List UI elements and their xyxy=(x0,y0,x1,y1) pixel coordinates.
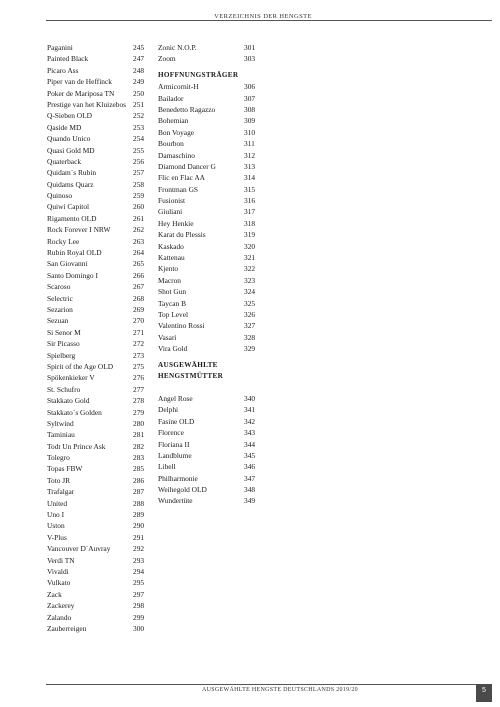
entry-name: Trafalgar xyxy=(47,487,75,497)
entry-name: Damaschino xyxy=(158,150,195,160)
index-entry xyxy=(47,145,147,156)
section-heading-hoffnungstraeger: HOFFNUNGSTRÄGER xyxy=(158,70,239,79)
entry-page-number: 290 xyxy=(133,521,145,531)
entry-page-number: 327 xyxy=(244,321,256,331)
entry-name: Landblume xyxy=(158,450,192,460)
entry-name: Si Senor M xyxy=(47,327,81,337)
index-entry xyxy=(158,275,258,286)
entry-name: Tolegro xyxy=(47,453,70,463)
entry-name: Quidam´s Rubin xyxy=(47,168,97,178)
entry-name: Top Level xyxy=(158,309,189,319)
entry-page-number: 273 xyxy=(133,350,145,360)
index-entry xyxy=(158,439,258,450)
entry-name: Topas FBW xyxy=(47,464,83,474)
entry-name: Giuliani xyxy=(158,207,183,217)
index-entry xyxy=(158,393,258,404)
entry-name: Qaside MD xyxy=(47,122,82,132)
entry-page-number: 261 xyxy=(133,213,145,223)
entry-page-number: 344 xyxy=(244,439,256,449)
entry-page-number: 293 xyxy=(133,555,145,565)
entry-page-number: 275 xyxy=(133,361,145,371)
entry-name: Stakkato´s Golden xyxy=(47,407,102,417)
index-entry xyxy=(47,190,147,201)
entry-name: Zonic N.O.P. xyxy=(158,43,197,52)
index-entry xyxy=(47,258,147,269)
entry-name: Hey Henkie xyxy=(158,218,194,228)
entry-name: Sezuan xyxy=(47,316,69,326)
index-entry xyxy=(158,184,258,195)
entry-name: Picaro Ass xyxy=(47,65,79,75)
entry-name: Bon Voyage xyxy=(158,127,195,137)
entry-name: Todt Un Prince Ask xyxy=(47,441,106,451)
entry-name: Zack xyxy=(47,589,62,599)
index-entry xyxy=(47,76,147,87)
entry-page-number: 289 xyxy=(133,510,145,520)
entry-name: Syltwind xyxy=(47,418,74,428)
index-entry xyxy=(158,241,258,252)
entry-name: Karat du Plessis xyxy=(158,230,206,240)
entry-name: Prestige van het Kluizebos xyxy=(47,99,127,109)
index-entry xyxy=(47,53,147,64)
index-entry xyxy=(47,133,147,144)
index-entry xyxy=(47,589,147,600)
index-entry xyxy=(158,473,258,484)
entry-name: Macron xyxy=(158,275,181,285)
index-entry xyxy=(47,167,147,178)
entry-page-number: 248 xyxy=(133,65,145,75)
entry-page-number: 320 xyxy=(244,241,256,251)
entry-page-number: 249 xyxy=(133,77,145,87)
entry-name: Shot Gun xyxy=(158,287,187,297)
entry-page-number: 283 xyxy=(133,453,145,463)
index-entry xyxy=(47,498,147,509)
entry-page-number: 271 xyxy=(133,327,145,337)
entry-page-number: 319 xyxy=(244,230,256,240)
entry-page-number: 250 xyxy=(133,88,145,98)
entry-name: Quinoso xyxy=(47,191,73,201)
entry-page-number: 278 xyxy=(133,396,145,406)
hoffnungstraeger-list xyxy=(158,81,258,354)
entry-name: Vivaldi xyxy=(47,566,69,576)
entry-page-number: 313 xyxy=(244,161,256,171)
entry-name: Flic en Flac AA xyxy=(158,173,206,183)
entry-name: Bohemian xyxy=(158,116,189,126)
entry-name: Florence xyxy=(158,428,184,438)
index-entry xyxy=(47,520,147,531)
entry-page-number: 323 xyxy=(244,275,256,285)
entry-page-number: 295 xyxy=(133,578,145,588)
entry-name: Uston xyxy=(47,521,65,531)
entry-name: Zoom xyxy=(158,54,176,64)
entry-name: Quiwi Capitol xyxy=(47,202,90,212)
index-entry xyxy=(47,201,147,212)
entry-name: Uno I xyxy=(47,510,65,520)
index-entry xyxy=(47,623,147,634)
index-entry xyxy=(158,309,258,320)
index-entry xyxy=(47,270,147,281)
section-heading-hengstmuetter-line2: HENGSTMÜTTER xyxy=(158,371,224,380)
entry-page-number: 259 xyxy=(133,191,145,201)
entry-name: Fusionist xyxy=(158,196,186,206)
entry-page-number: 342 xyxy=(244,416,256,426)
entry-page-number: 245 xyxy=(133,43,145,52)
entry-name: Delphi xyxy=(158,405,179,415)
entry-page-number: 288 xyxy=(133,498,145,508)
entry-page-number: 329 xyxy=(244,344,256,354)
entry-name: Taycan B xyxy=(158,298,187,308)
entry-page-number: 316 xyxy=(244,196,256,206)
entry-page-number: 251 xyxy=(133,99,145,109)
entry-name: Stakkato Gold xyxy=(47,396,90,406)
index-entry xyxy=(47,486,147,497)
entry-page-number: 291 xyxy=(133,532,145,542)
entry-name: Zalando xyxy=(47,612,72,622)
index-entry xyxy=(47,418,147,429)
entry-page-number: 252 xyxy=(133,111,145,121)
entry-name: Painted Black xyxy=(47,54,89,64)
entry-page-number: 303 xyxy=(244,54,256,64)
header-rule xyxy=(46,20,492,21)
entry-page-number: 308 xyxy=(244,104,256,114)
entry-name: Bailador xyxy=(158,93,184,103)
entry-page-number: 263 xyxy=(133,236,145,246)
index-entry xyxy=(47,361,147,372)
index-entry xyxy=(47,224,147,235)
entry-name: Kaskado xyxy=(158,241,184,251)
entry-name: Philharmonie xyxy=(158,473,198,483)
index-entry xyxy=(158,81,258,92)
index-entry xyxy=(158,343,258,354)
index-entry xyxy=(47,338,147,349)
entry-page-number: 254 xyxy=(133,134,145,144)
entry-name: Frontman GS xyxy=(158,184,199,194)
entry-page-number: 341 xyxy=(244,405,256,415)
entry-page-number: 297 xyxy=(133,589,145,599)
entry-page-number: 270 xyxy=(133,316,145,326)
entry-name: Vulkato xyxy=(47,578,71,588)
entry-name: Weihegold OLD xyxy=(158,485,207,495)
entry-page-number: 260 xyxy=(133,202,145,212)
entry-name: Floriana II xyxy=(158,439,190,449)
entry-page-number: 292 xyxy=(133,544,145,554)
index-entry xyxy=(47,372,147,383)
page-number-badge xyxy=(476,684,492,702)
entry-name: Libell xyxy=(158,462,176,472)
index-entry xyxy=(47,213,147,224)
index-entry xyxy=(158,150,258,161)
index-entry xyxy=(47,395,147,406)
entry-name: Kjento xyxy=(158,264,179,274)
entry-page-number: 266 xyxy=(133,270,145,280)
entry-name: Armicornit-H xyxy=(158,82,199,92)
entry-name: Vira Gold xyxy=(158,344,188,354)
index-entry xyxy=(158,206,258,217)
entry-page-number: 269 xyxy=(133,304,145,314)
entry-page-number: 262 xyxy=(133,225,145,235)
index-entry xyxy=(47,600,147,611)
section-heading-hengstmuetter-line1: AUSGEWÄHLTE xyxy=(158,360,218,369)
entry-name: Zackerey xyxy=(47,601,75,611)
header-title: VERZEICHNIS DER HENGSTE xyxy=(200,13,326,20)
index-entry xyxy=(47,532,147,543)
entry-name: Santo Domingo I xyxy=(47,270,98,280)
entry-name: Quidams Quarz xyxy=(47,179,94,189)
index-entry xyxy=(158,93,258,104)
index-entry xyxy=(47,612,147,623)
entry-page-number: 306 xyxy=(244,82,256,92)
entry-page-number: 318 xyxy=(244,218,256,228)
index-entry xyxy=(158,218,258,229)
right-column xyxy=(158,42,258,507)
index-entry xyxy=(47,441,147,452)
entry-page-number: 287 xyxy=(133,487,145,497)
index-entry xyxy=(158,450,258,461)
index-entry xyxy=(47,475,147,486)
page-number: 5 xyxy=(482,687,486,694)
index-entry xyxy=(158,298,258,309)
entry-name: Valentino Rossi xyxy=(158,321,205,331)
entry-name: Vancouver D´Auvray xyxy=(47,544,111,554)
entry-page-number: 317 xyxy=(244,207,256,217)
index-entry xyxy=(47,99,147,110)
index-entry xyxy=(158,320,258,331)
entry-name: Rock Forever I NRW xyxy=(47,225,111,235)
entry-page-number: 285 xyxy=(133,464,145,474)
entry-name: Spirit of the Age OLD xyxy=(47,361,114,371)
index-entry xyxy=(47,509,147,520)
index-entry xyxy=(158,461,258,472)
index-entry xyxy=(158,286,258,297)
entry-name: Poker de Mariposa TN xyxy=(47,88,115,98)
entry-name: Zauberreigen xyxy=(47,623,87,633)
index-entry xyxy=(158,263,258,274)
index-entry xyxy=(158,195,258,206)
entry-page-number: 281 xyxy=(133,430,145,440)
entry-page-number: 312 xyxy=(244,150,256,160)
entry-page-number: 347 xyxy=(244,473,256,483)
entry-page-number: 247 xyxy=(133,54,145,64)
index-entry xyxy=(47,304,147,315)
index-entry xyxy=(47,566,147,577)
index-entry xyxy=(47,543,147,554)
index-entry xyxy=(158,416,258,427)
entry-name: Toto JR xyxy=(47,475,71,485)
entry-page-number: 346 xyxy=(244,462,256,472)
entry-page-number: 279 xyxy=(133,407,145,417)
entry-name: Vasari xyxy=(158,332,177,342)
entry-name: Paganini xyxy=(47,43,73,52)
entry-name: Rigamento OLD xyxy=(47,213,97,223)
entry-page-number: 256 xyxy=(133,156,145,166)
index-entry xyxy=(158,332,258,343)
entry-page-number: 322 xyxy=(244,264,256,274)
entry-page-number: 328 xyxy=(244,332,256,342)
index-entry xyxy=(47,327,147,338)
entry-page-number: 264 xyxy=(133,248,145,258)
entry-page-number: 301 xyxy=(244,43,256,52)
index-entry xyxy=(158,104,258,115)
entry-page-number: 310 xyxy=(244,127,256,137)
index-entry xyxy=(47,88,147,99)
index-entry xyxy=(158,427,258,438)
index-entry xyxy=(47,555,147,566)
entry-name: V-Plus xyxy=(47,532,67,542)
index-entry xyxy=(47,42,147,53)
entry-page-number: 255 xyxy=(133,145,145,155)
index-entry xyxy=(158,484,258,495)
entry-page-number: 276 xyxy=(133,373,145,383)
entry-page-number: 315 xyxy=(244,184,256,194)
index-entry xyxy=(47,179,147,190)
entry-page-number: 309 xyxy=(244,116,256,126)
entry-page-number: 326 xyxy=(244,309,256,319)
entry-page-number: 324 xyxy=(244,287,256,297)
footer-rule xyxy=(46,684,492,685)
footer-title: AUSGEWÄHLTE HENGSTE DEUTSCHLANDS 2019/20 xyxy=(202,687,358,693)
left-column xyxy=(47,42,147,634)
entry-page-number: 258 xyxy=(133,179,145,189)
hengstmuetter-list xyxy=(158,393,258,507)
entry-name: Rubin Royal OLD xyxy=(47,248,102,258)
index-entry xyxy=(158,53,258,64)
entry-name: San Giovanni xyxy=(47,259,88,269)
entry-page-number: 349 xyxy=(244,496,256,506)
entry-name: Scaroso xyxy=(47,282,71,292)
index-entry xyxy=(47,110,147,121)
index-entry xyxy=(47,463,147,474)
index-entry xyxy=(47,452,147,463)
index-entry xyxy=(47,429,147,440)
entry-page-number: 345 xyxy=(244,450,256,460)
index-entry xyxy=(158,115,258,126)
entry-name: Bourbon xyxy=(158,139,184,149)
entry-page-number: 257 xyxy=(133,168,145,178)
index-entry xyxy=(158,138,258,149)
entry-page-number: 314 xyxy=(244,173,256,183)
entry-name: Rocky Lee xyxy=(47,236,80,246)
entry-page-number: 343 xyxy=(244,428,256,438)
entry-page-number: 325 xyxy=(244,298,256,308)
entry-name: St. Schufro xyxy=(47,384,81,394)
entry-name: Quaterback xyxy=(47,156,82,166)
entry-page-number: 265 xyxy=(133,259,145,269)
entry-name: Spielberg xyxy=(47,350,76,360)
entry-name: Verdi TN xyxy=(47,555,75,565)
entry-page-number: 340 xyxy=(244,393,256,403)
index-entry xyxy=(158,172,258,183)
entry-name: Quando Unico xyxy=(47,134,91,144)
entry-page-number: 286 xyxy=(133,475,145,485)
entry-name: Taminiau xyxy=(47,430,75,440)
entry-name: Sir Picasso xyxy=(47,339,80,349)
entry-page-number: 272 xyxy=(133,339,145,349)
entry-name: Q-Sieben OLD xyxy=(47,111,92,121)
index-entry xyxy=(47,156,147,167)
index-entry xyxy=(47,122,147,133)
index-entry xyxy=(158,252,258,263)
entry-page-number: 277 xyxy=(133,384,145,394)
entry-page-number: 307 xyxy=(244,93,256,103)
entry-name: Quasi Gold MD xyxy=(47,145,95,155)
entry-name: Angel Rose xyxy=(158,393,193,403)
index-entry xyxy=(158,229,258,240)
index-entry xyxy=(47,293,147,304)
entry-name: Wundertüte xyxy=(158,496,193,506)
entry-page-number: 348 xyxy=(244,485,256,495)
entry-page-number: 298 xyxy=(133,601,145,611)
entry-page-number: 300 xyxy=(133,623,145,633)
entry-page-number: 299 xyxy=(133,612,145,622)
entry-name: Sezarion xyxy=(47,304,73,314)
index-entry xyxy=(47,236,147,247)
entry-name: Benedetto Ragazzo xyxy=(158,104,216,114)
entry-name: Selectric xyxy=(47,293,73,303)
entry-page-number: 294 xyxy=(133,566,145,576)
entry-name: United xyxy=(47,498,68,508)
index-entry xyxy=(47,315,147,326)
entry-page-number: 321 xyxy=(244,253,256,263)
entry-name: Fasine OLD xyxy=(158,416,195,426)
entry-name: Diamond Dancer G xyxy=(158,161,216,171)
entry-page-number: 253 xyxy=(133,122,145,132)
entry-name: Piper van de Heffinck xyxy=(47,77,112,87)
index-entry xyxy=(47,281,147,292)
index-entry xyxy=(158,404,258,415)
right-top-list xyxy=(158,42,258,65)
index-entry xyxy=(47,384,147,395)
entry-page-number: 268 xyxy=(133,293,145,303)
index-entry xyxy=(158,127,258,138)
index-entry xyxy=(47,247,147,258)
index-entry xyxy=(158,161,258,172)
index-entry xyxy=(158,42,258,53)
entry-page-number: 282 xyxy=(133,441,145,451)
index-entry xyxy=(47,65,147,76)
entry-page-number: 311 xyxy=(244,139,255,149)
index-entry xyxy=(47,407,147,418)
entry-name: Kattenau xyxy=(158,253,185,263)
index-entry xyxy=(158,495,258,506)
index-entry xyxy=(47,577,147,588)
entry-page-number: 280 xyxy=(133,418,145,428)
entry-name: Spökenkieker V xyxy=(47,373,95,383)
entry-page-number: 267 xyxy=(133,282,145,292)
index-entry xyxy=(47,350,147,361)
